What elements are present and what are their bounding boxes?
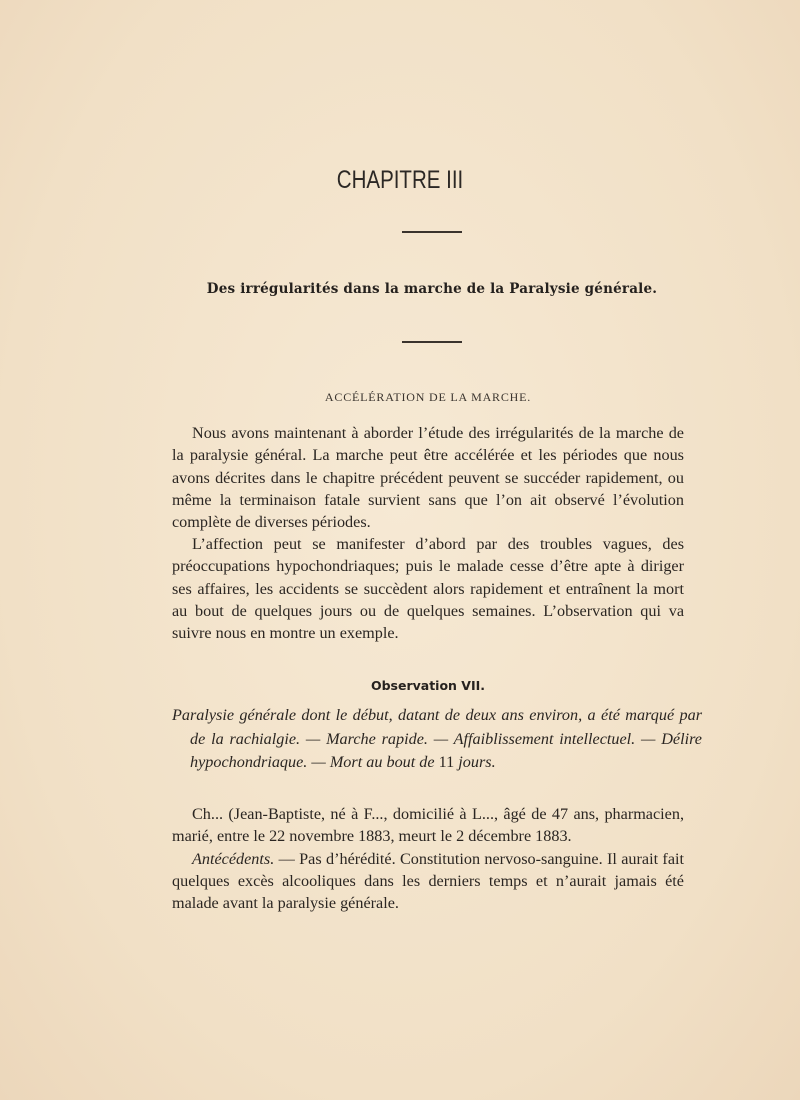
section-heading: ACCÉLÉRATION DE LA MARCHE. bbox=[324, 390, 532, 404]
summary-text: Paralysie générale dont le début, datant de deux ans environ, a été marqué par de la rachialgie. — Marche rapide. — Affaiblissement intellectuel. — Délire hypochondriaque. — Mort au bout de bbox=[172, 706, 702, 771]
chapter-subtitle: Des irrégularités dans la marche de la Paralysie générale. bbox=[206, 281, 658, 297]
paragraph-intro: Nous avons maintenant à aborder l’étude des irrégularités de la marche de la paralysie général. La marche peut être accélérée et les périodes que nous avons décrites dans le chapitre précédent peuvent se succéder rapidement, ou même la terminaison fatale survient sans que l’on ait observé l’évolution complète de diverses périodes. bbox=[172, 424, 684, 532]
observation-summary bbox=[172, 704, 702, 775]
paragraph-affection: L’affection peut se manifester d’abord par des troubles vagues, des préoccupations hypochondriaques; puis le malade cesse d’être apte à diriger ses affaires, les accidents se succèdent alors rapidement et entraînent la mort au bout de quelques jours ou de quelques semaines. L’observation qui va suivre nous en montre un exemple. bbox=[172, 535, 684, 643]
observation-title: Observation VII. bbox=[370, 678, 486, 693]
antecedents-text: — Pas d’hérédité. Constitution nervoso-sanguine. Il aurait fait quelques excès alcooliques dans les derniers temps et n’aurait jamais été malade avant la paralysie générale. bbox=[172, 849, 684, 913]
title-divider-top bbox=[402, 231, 462, 233]
antecedents-label: Antécédents. bbox=[192, 849, 275, 868]
summary-days-number: 11 bbox=[438, 753, 455, 771]
case-antecedents bbox=[172, 848, 684, 915]
summary-end: jours. bbox=[454, 753, 496, 771]
case-intro: Ch... (Jean-Baptiste, né à F..., domicilié à L..., âgé de 47 ans, pharmacien, marié, entre le 22 novembre 1883, meurt le 2 décembre 1883. bbox=[172, 805, 684, 846]
case-description bbox=[172, 803, 684, 914]
chapter-title: CHAPITRE III bbox=[336, 166, 464, 194]
title-divider-bottom bbox=[402, 341, 462, 343]
